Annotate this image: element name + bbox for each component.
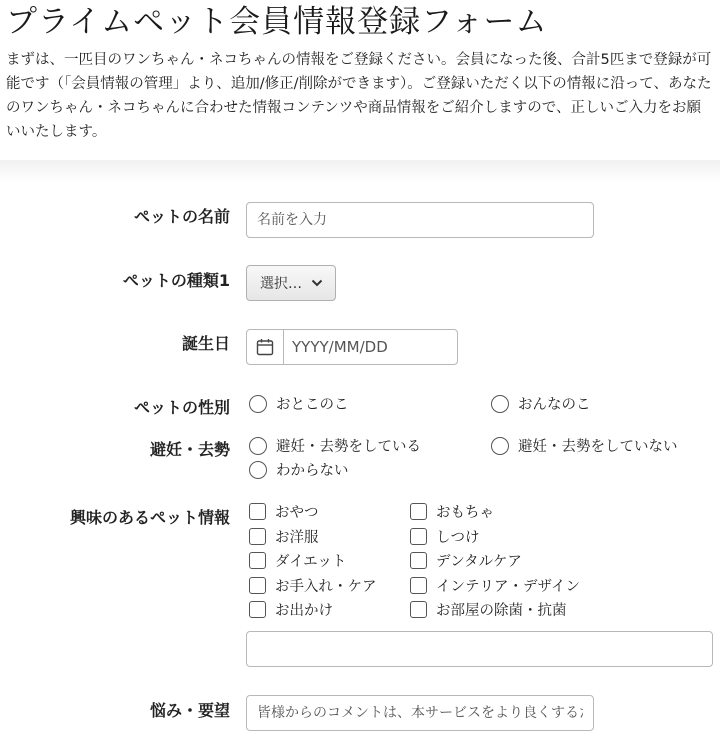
sex-option-male[interactable] [249, 393, 349, 414]
birthday-field [246, 329, 458, 365]
checkbox[interactable] [249, 503, 266, 520]
pet-type-selected-value: 選択… [260, 276, 302, 292]
interest-option[interactable] [410, 550, 522, 571]
neuter-option-yes[interactable] [249, 435, 421, 456]
interest-option-label: しつけ [436, 530, 480, 546]
interest-option-label: お洋服 [275, 530, 319, 546]
radio-button[interactable] [249, 395, 267, 413]
interest-option-label: お出かけ [275, 603, 333, 619]
radio-button[interactable] [491, 395, 509, 413]
birthday-input[interactable] [284, 330, 457, 364]
interest-option[interactable] [410, 501, 494, 522]
interest-option-label: デンタルケア [436, 554, 522, 570]
interest-option-label: インテリア・デザイン [436, 579, 580, 595]
intro-text: まずは、一匹目のワンちゃん・ネコちゃんの情報をご登録ください。会員になった後、合計5匹まで登録が可能です（「会員情報の管理」より、追加/修正/削除ができます）。ご登録いただく以下の情報に沿って、あなたのワンちゃん・ネコちゃんに合わせた情報コンテンツや商品情報をご紹介しますので、正しいご入力をお願いいたします。 [6, 52, 712, 140]
neuter-option-label: 避妊・去勢をしていない [518, 439, 678, 455]
pet-name-input[interactable] [246, 202, 594, 238]
checkbox[interactable] [410, 528, 427, 545]
checkbox[interactable] [249, 577, 266, 594]
neuter-option-label: わからない [276, 463, 349, 479]
radio-button[interactable] [249, 437, 267, 455]
sex-option-label: おんなのこ [518, 397, 591, 413]
radio-button[interactable] [491, 437, 509, 455]
interest-option[interactable] [249, 501, 319, 522]
interest-option[interactable] [249, 526, 319, 547]
comments-input[interactable] [246, 695, 594, 731]
interest-option-label: お部屋の除菌・抗菌 [436, 603, 567, 619]
chevron-down-icon [311, 276, 323, 290]
comments-label: 悩み・要望 [149, 701, 230, 720]
sex-option-label: おとこのこ [276, 397, 349, 413]
interest-option-label: おやつ [275, 505, 319, 521]
interest-option[interactable] [410, 575, 580, 596]
interest-option-label: お手入れ・ケア [275, 579, 377, 595]
calendar-icon[interactable] [247, 330, 284, 364]
pet-type-select[interactable] [246, 265, 336, 301]
section-divider [0, 160, 720, 182]
sex-option-female[interactable] [491, 393, 591, 414]
checkbox[interactable] [249, 528, 266, 545]
interest-option[interactable] [249, 599, 333, 620]
checkbox[interactable] [249, 601, 266, 618]
neuter-option-unknown[interactable] [249, 459, 349, 480]
page-title: プライムペット会員情報登録フォーム [6, 4, 548, 40]
checkbox[interactable] [410, 601, 427, 618]
sex-label: ペットの性別 [133, 398, 230, 417]
checkbox[interactable] [410, 552, 427, 569]
checkbox[interactable] [249, 552, 266, 569]
pet-name-label: ペットの名前 [133, 207, 230, 226]
neuter-label: 避妊・去勢 [149, 440, 230, 459]
interest-option[interactable] [410, 526, 480, 547]
checkbox[interactable] [410, 503, 427, 520]
neuter-option-no[interactable] [491, 435, 678, 456]
pet-type-label: ペットの種類1 [122, 271, 230, 290]
birthday-label: 誕生日 [181, 334, 230, 353]
checkbox[interactable] [410, 577, 427, 594]
interest-option[interactable] [410, 599, 567, 620]
interest-option[interactable] [249, 575, 377, 596]
radio-button[interactable] [249, 461, 267, 479]
interest-option-label: ダイエット [275, 554, 347, 570]
neuter-option-label: 避妊・去勢をしている [276, 439, 421, 455]
interest-option[interactable] [249, 550, 346, 571]
interests-label: 興味のあるペット情報 [69, 508, 230, 527]
interests-other-input[interactable] [246, 631, 713, 667]
interest-option-label: おもちゃ [436, 505, 494, 521]
